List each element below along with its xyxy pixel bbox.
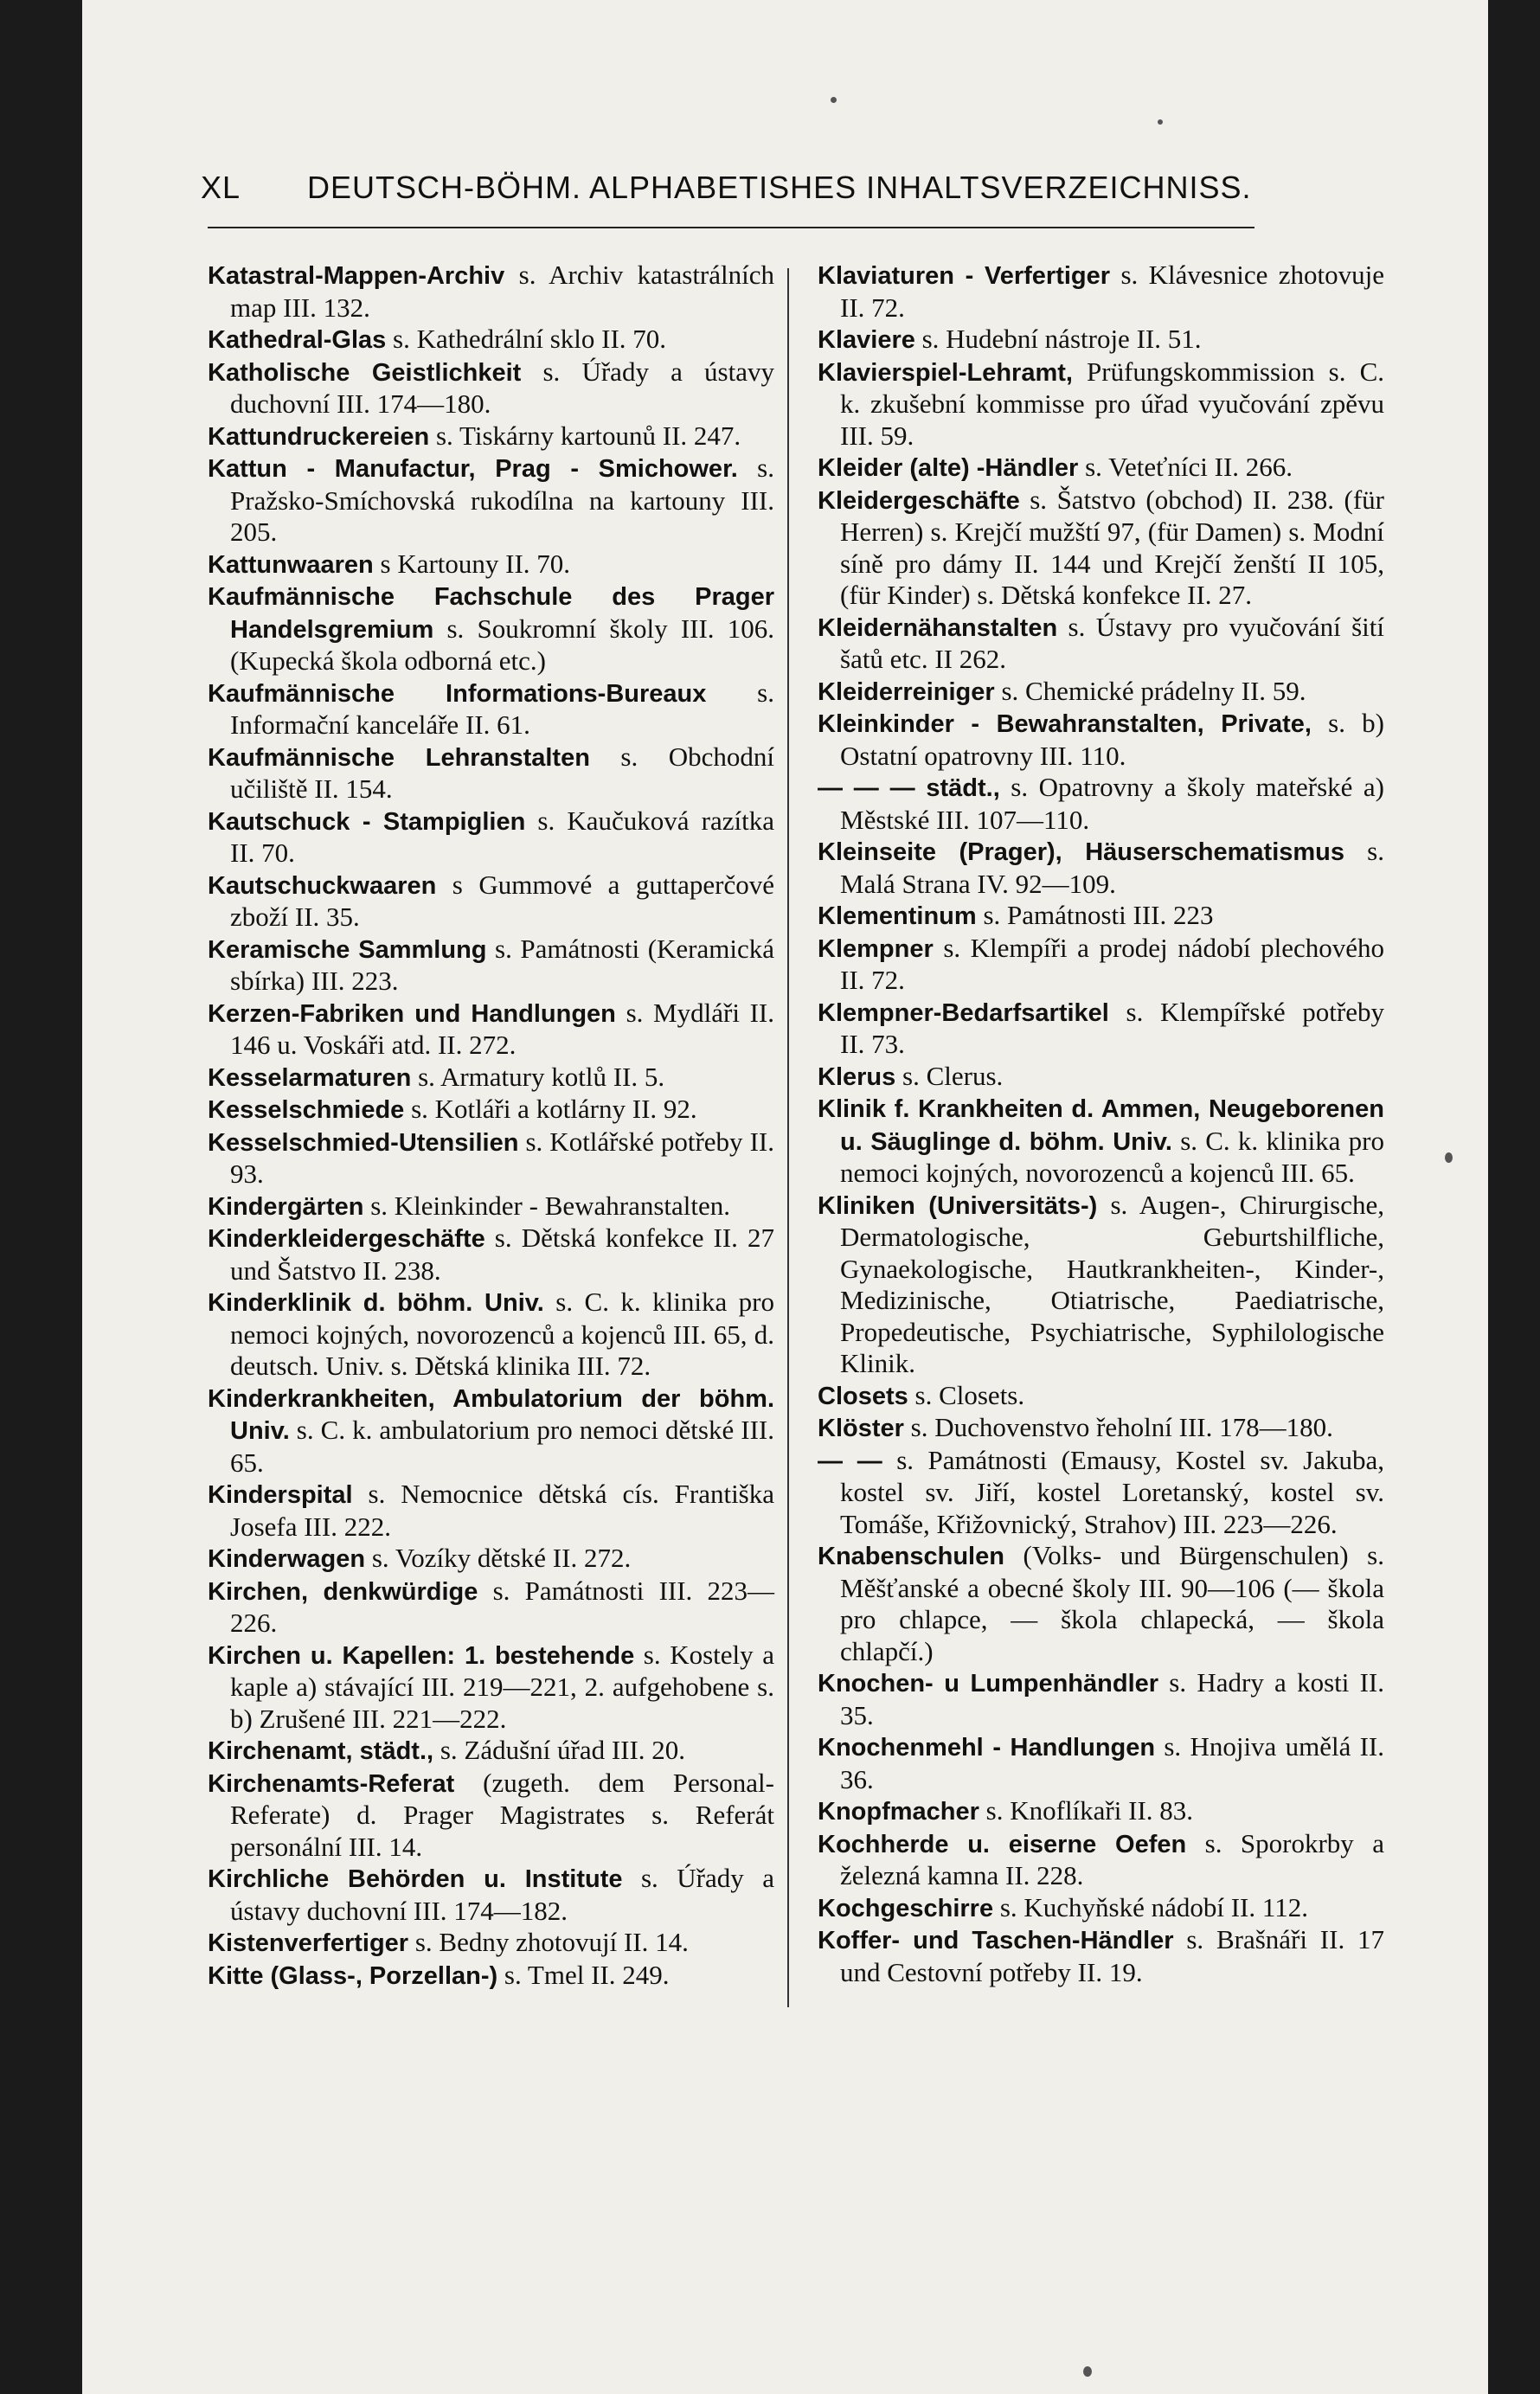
entry-term: Kochgeschirre	[818, 1894, 994, 1922]
left-column	[208, 260, 774, 1992]
entry-term: Kleider (alte) -Händler	[818, 454, 1079, 482]
entry-reference: s. Památnosti III. 223	[976, 900, 1214, 930]
entry-reference: Prüfungskommission s. C. k. zkušební kommisse pro úřad vyučování zpěvu III. 59.	[840, 356, 1384, 451]
entry-reference: s Kartouny II. 70.	[373, 548, 571, 579]
index-entry	[208, 998, 774, 1062]
entry-term: Kirchenamt, städt.,	[208, 1737, 434, 1765]
index-entry	[818, 836, 1384, 900]
index-entry	[208, 1576, 774, 1640]
entry-term: Knabenschulen	[818, 1543, 1004, 1570]
index-entry	[208, 1960, 774, 1993]
running-header	[201, 170, 1263, 206]
entry-reference: s. Tiskárny kartounů II. 247.	[429, 420, 741, 451]
entry-reference: s. Ústavy pro vyučování šití šatů etc. II 262.	[840, 611, 1384, 674]
entry-term: Kleidergeschäfte	[818, 486, 1020, 515]
index-entry	[208, 1094, 774, 1126]
entry-reference: s. Veteťníci II. 266.	[1078, 452, 1293, 482]
index-entry	[818, 324, 1384, 356]
entry-term: Kleiderreiniger	[818, 677, 995, 706]
entry-reference: s. Kotláři a kotlárny II. 92.	[404, 1094, 697, 1124]
index-entry	[818, 260, 1384, 324]
entry-reference: s. Informační kanceláře II. 61.	[230, 677, 774, 740]
index-entry	[818, 1924, 1384, 1988]
paper-speck	[1445, 1152, 1453, 1163]
entry-reference: s. Hadry a kosti II. 35.	[840, 1667, 1384, 1730]
entry-reference: (zugeth. dem Personal-Referate) d. Prager Magistrates s. Referát personální III. 14.	[230, 1767, 774, 1862]
index-entry	[208, 677, 774, 741]
index-entry	[818, 1412, 1384, 1445]
entry-reference: (Volks- und Bürgenschulen) s. Měšťanské a obecné školy III. 90—106 (— škola pro chlapce, — škola chlapecká, — škola chlapčí.)	[840, 1540, 1384, 1666]
index-entry	[208, 549, 774, 581]
entry-term: Kinderspital	[208, 1481, 353, 1509]
index-entry	[818, 612, 1384, 676]
index-entry	[208, 934, 774, 998]
index-entry	[818, 997, 1384, 1061]
index-entry	[208, 452, 774, 549]
entry-reference: s. b) Ostatní opatrovny III. 110.	[840, 708, 1384, 771]
entry-reference: s. Opatrovny a školy mateřské a) Městské III. 107—110.	[840, 772, 1384, 835]
index-entry	[208, 1191, 774, 1223]
paper-speck	[1083, 2366, 1092, 2377]
entry-term: Kesselschmied-Utensilien	[208, 1128, 519, 1157]
entry-term: Klaviere	[818, 326, 915, 354]
index-entry	[208, 805, 774, 870]
entry-reference: s. Úřady a ústavy duchovní III. 174—180.	[230, 356, 774, 419]
entry-reference: s. Pražsko-Smíchovská rukodílna na kartouny III. 205.	[230, 452, 774, 547]
entry-reference: s. Kleinkinder - Bewahranstalten.	[363, 1190, 731, 1221]
entry-reference: s. Vozíky dětské II. 272.	[365, 1543, 632, 1573]
entry-term: Kirchen u. Kapellen: 1. bestehende	[208, 1641, 635, 1670]
header-title: DEUTSCH-BÖHM. ALPHABETISHES INHALTSVERZEICHNISS.	[307, 170, 1252, 205]
entry-reference: s. Archiv katastrálních map III. 132.	[230, 260, 774, 323]
entry-reference: s. Šatstvo (obchod) II. 238. (für Herren) s. Krejčí mužští 97, (für Damen) s. Modní síně pro dámy II. 144 und Krejčí ženští II 105, (für Kinder) s. Dětská konfekce II. 27.	[840, 484, 1384, 610]
entry-reference: s. Hudební nástroje II. 51.	[914, 324, 1202, 354]
entry-reference: s. Kotlářské potřeby II. 93.	[230, 1126, 774, 1189]
entry-reference: s. C. k. klinika pro nemoci kojných, novorozenců a kojenců III. 65.	[840, 1125, 1384, 1188]
entry-reference: s. Armatury kotlů II. 5.	[411, 1061, 665, 1092]
entry-reference: s. Zádušní úřad III. 20.	[433, 1735, 686, 1765]
entry-term: Klavierspiel-Lehramt,	[818, 358, 1073, 387]
index-entry	[208, 581, 774, 677]
index-entry	[818, 485, 1384, 612]
entry-term: Klinik f. Krankheiten d. Ammen, Neugeborenen u. Säuglinge d. böhm. Univ.	[818, 1095, 1384, 1156]
entry-reference: s Gummové a guttaperčové zboží II. 35.	[230, 869, 774, 932]
index-entry	[818, 1540, 1384, 1667]
index-entry	[818, 1667, 1384, 1731]
entry-term: Closets	[818, 1382, 908, 1410]
entry-term: — —	[818, 1447, 882, 1475]
entry-reference: s. Soukromní školy III. 106. (Kupecká škola odborná etc.)	[230, 613, 774, 676]
entry-reference: s. Kuchyňské nádobí II. 112.	[993, 1891, 1308, 1922]
entry-reference: s. Knoflíkaři II. 83.	[979, 1795, 1194, 1826]
entry-reference: s. Chemické prádelny II. 59.	[994, 675, 1306, 706]
entry-reference: s. Dětská konfekce II. 27 und Šatstvo II. 238.	[230, 1223, 774, 1286]
entry-term: Kinderwagen	[208, 1545, 366, 1573]
entry-term: Kirchen, denkwürdige	[208, 1577, 478, 1606]
index-entry	[208, 1768, 774, 1864]
index-entry	[208, 1383, 774, 1479]
entry-reference: s. Tmel II. 249.	[497, 1959, 670, 1990]
entry-term: Kautschuckwaaren	[208, 871, 437, 900]
entry-term: Kesselschmiede	[208, 1096, 405, 1124]
index-entry	[818, 1190, 1384, 1380]
entry-term: Klaviaturen - Verfertiger	[818, 262, 1111, 290]
entry-reference: s. Památnosti III. 223—226.	[230, 1575, 774, 1638]
entry-reference: s. Closets.	[908, 1379, 1025, 1410]
index-entry	[818, 933, 1384, 997]
entry-reference: s. C. k. klinika pro nemoci kojných, novorozenců a kojenců III. 65, d. deutsch. Univ. s. Dětská klinika III. 72.	[230, 1287, 774, 1381]
entry-reference: s. Klempíři a prodej nádobí plechového II. 72.	[840, 932, 1384, 995]
column-divider	[787, 268, 789, 2007]
entry-reference: s. Památnosti (Keramická sbírka) III. 223.	[230, 933, 774, 996]
entry-term: Kaufmännische Fachschule des Prager Handelsgremium	[208, 583, 774, 644]
entry-reference: s. Clerus.	[895, 1060, 1004, 1091]
entry-term: Kautschuck - Stampiglien	[208, 807, 526, 836]
entry-term: — — — städt.,	[818, 774, 1000, 802]
index-entry	[208, 1640, 774, 1736]
right-column	[818, 260, 1384, 1988]
entry-term: Kochherde u. eiserne Oefen	[818, 1830, 1187, 1858]
index-entry	[818, 1795, 1384, 1828]
index-entry	[208, 1062, 774, 1094]
entry-reference: s. Duchovenstvo řeholní III. 178—180.	[903, 1412, 1333, 1442]
entry-term: Kinderkrankheiten, Ambulatorium der böhm. Univ.	[208, 1384, 774, 1445]
index-entry	[818, 772, 1384, 836]
entry-reference: s. Kathedrální sklo II. 70.	[386, 324, 667, 354]
entry-term: Kinderklinik d. böhm. Univ.	[208, 1289, 544, 1317]
index-entry	[818, 708, 1384, 772]
index-entry	[818, 1061, 1384, 1094]
entry-term: Kleinkinder - Bewahranstalten, Private,	[818, 710, 1312, 738]
entry-term: Keramische Sammlung	[208, 935, 487, 964]
entry-term: Klempner-Bedarfsartikel	[818, 998, 1109, 1027]
entry-term: Kistenverfertiger	[208, 1929, 409, 1957]
index-entry	[208, 870, 774, 934]
entry-reference: s. Augen-, Chirurgische, Dermatologische, Geburtshilfliche, Gynaekologische, Hautkrankheiten-, Kinder-, Medizinische, Otiatrische, Paediatrische, Propedeutische, Psychiatrische, Syphilologische Klinik.	[840, 1189, 1384, 1378]
entry-term: Knochenmehl - Handlungen	[818, 1734, 1156, 1762]
index-entry	[208, 1927, 774, 1960]
paper-speck	[1158, 119, 1163, 125]
index-entry	[818, 1892, 1384, 1925]
entry-term: Kaufmännische Informations-Bureaux	[208, 679, 707, 708]
index-entry	[818, 452, 1384, 485]
entry-reference: s. Klempířské potřeby II. 73.	[840, 996, 1384, 1059]
page-number: XL	[201, 170, 241, 205]
index-entry	[208, 324, 774, 356]
index-entry	[208, 1126, 774, 1191]
index-entry	[208, 1863, 774, 1927]
entry-term: Kleidernähanstalten	[818, 613, 1058, 642]
entry-term: Kleinseite (Prager), Häuserschematismus	[818, 838, 1345, 866]
entry-term: Kliniken (Universitäts-)	[818, 1191, 1098, 1220]
index-entry	[818, 1828, 1384, 1892]
entry-term: Kirchenamts-Referat	[208, 1769, 455, 1798]
entry-reference: s. C. k. ambulatorium pro nemoci dětské III. 65.	[230, 1415, 774, 1478]
index-entry	[208, 1479, 774, 1543]
entry-reference: s. Nemocnice dětská cís. Františka Josefa III. 222.	[230, 1479, 774, 1542]
index-entry	[818, 676, 1384, 709]
index-entry	[208, 741, 774, 805]
index-entry	[818, 1445, 1384, 1541]
index-entry	[818, 1731, 1384, 1795]
entry-reference: s. Hnojiva umělá II. 36.	[840, 1731, 1384, 1794]
index-entry	[818, 900, 1384, 933]
entry-term: Koffer- und Taschen-Händler	[818, 1927, 1174, 1954]
index-entry	[208, 260, 774, 324]
entry-term: Kattundruckereien	[208, 422, 430, 451]
entry-term: Kerzen-Fabriken und Handlungen	[208, 999, 616, 1028]
entry-term: Kaufmännische Lehranstalten	[208, 743, 590, 772]
entry-term: Kirchliche Behörden u. Institute	[208, 1865, 623, 1893]
entry-term: Klementinum	[818, 902, 977, 930]
paper-speck	[831, 97, 837, 103]
entry-reference: s. Mydláři II. 146 u. Voskáři atd. II. 272.	[230, 997, 774, 1060]
entry-term: Kattunwaaren	[208, 550, 374, 579]
entry-term: Kesselarmaturen	[208, 1063, 412, 1092]
entry-term: Kattun - Manufactur, Prag - Smichower.	[208, 455, 738, 483]
entry-reference: s. Kostely a kaple a) stávající III. 219—221, 2. aufgehobene s. b) Zrušené III. 221—222.	[230, 1639, 775, 1734]
entry-reference: s. Památnosti (Emausy, Kostel sv. Jakuba, kostel sv. Jiří, kostel Loretanský, kostel sv. Tomáše, Křižovnický, Strahov) III. 223—226.	[840, 1444, 1384, 1539]
entry-reference: s. Malá Strana IV. 92—109.	[840, 836, 1384, 899]
entry-term: Knochen- u Lumpenhändler	[818, 1670, 1159, 1698]
entry-term: Knopfmacher	[818, 1798, 979, 1826]
index-entry	[208, 1735, 774, 1768]
entry-term: Kinderkleidergeschäfte	[208, 1225, 485, 1253]
index-entry	[208, 420, 774, 453]
entry-reference: s. Bedny zhotovují II. 14.	[408, 1927, 689, 1957]
index-entry	[208, 1543, 774, 1576]
index-entry	[818, 1380, 1384, 1413]
header-rule	[208, 227, 1254, 228]
entry-term: Katholische Geistlichkeit	[208, 358, 522, 387]
entry-term: Kindergärten	[208, 1192, 364, 1221]
entry-term: Kathedral-Glas	[208, 326, 387, 354]
entry-reference: s. Sporokrby a železná kamna II. 228.	[840, 1827, 1384, 1890]
entry-reference: s. Klávesnice zhotovuje II. 72.	[840, 260, 1384, 323]
entry-term: Klöster	[818, 1415, 904, 1442]
index-entry	[208, 1223, 774, 1287]
entry-reference: s. Obchodní učiliště II. 154.	[230, 741, 775, 804]
entry-term: Kitte (Glass-, Porzellan-)	[208, 1961, 498, 1990]
entry-term: Katastral-Mappen-Archiv	[208, 262, 505, 290]
entry-term: Klempner	[818, 934, 934, 963]
index-entry	[818, 1093, 1384, 1190]
index-entry	[208, 356, 774, 420]
entry-reference: s. Úřady a ústavy duchovní III. 174—182.	[230, 1863, 774, 1926]
index-entry	[208, 1287, 774, 1383]
index-entry	[818, 356, 1384, 452]
entry-reference: s. Brašnáři II. 17 und Cestovní potřeby II. 19.	[840, 1924, 1384, 1987]
entry-reference: s. Kaučuková razítka II. 70.	[230, 805, 775, 868]
entry-term: Klerus	[818, 1062, 896, 1091]
